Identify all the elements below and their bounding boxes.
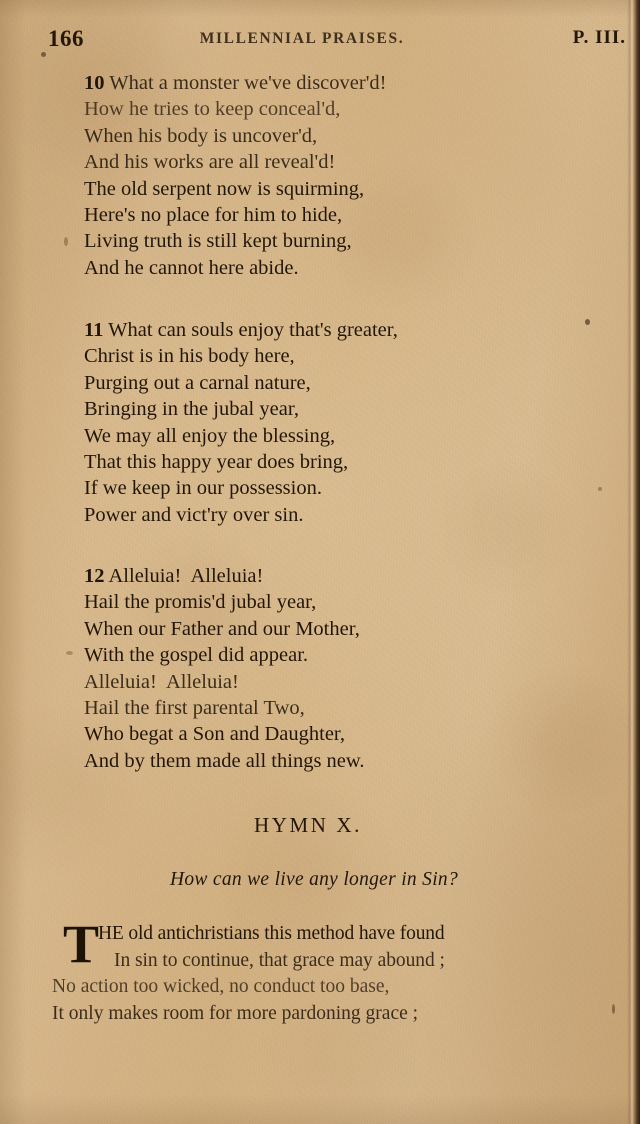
verse-line: Who begat a Son and Daughter,	[84, 723, 346, 746]
running-head	[0, 26, 640, 54]
verse-line: Christ is in his body here,	[84, 345, 295, 368]
verse-number: 10	[84, 72, 105, 94]
running-title: MILLENNIAL PRAISES.	[199, 30, 405, 47]
verse-line: Living truth is still kept burning,	[84, 230, 352, 253]
verse-11	[84, 317, 398, 528]
stanza-line: HE old antichristians this method have found	[98, 923, 445, 944]
verse-line: With the gospel did appear.	[84, 644, 309, 667]
verse-line: The old serpent now is squirming,	[84, 177, 365, 200]
verse-line: Power and vict'ry over sin.	[84, 503, 304, 526]
stanza-line: In sin to continue, that grace may abound ;	[114, 949, 445, 971]
verse-12	[84, 563, 365, 774]
hymn-subtitle: How can we live any longer in Sin?	[169, 869, 459, 890]
verse-line: Here's no place for him to hide,	[84, 204, 343, 227]
verse-line: If we keep in our possession.	[84, 477, 322, 500]
verse-line-text: What can souls enjoy that's greater,	[108, 319, 398, 341]
verse-line: And he cannot here abide.	[84, 256, 299, 279]
stanza-line: No action too wicked, no conduct too base,	[52, 976, 390, 997]
verse-line	[84, 70, 386, 96]
verse-line: Hail the first parental Two,	[84, 697, 305, 720]
verse-line-text: Alleluia! Alleluia!	[108, 565, 264, 587]
verse-line: When our Father and our Mother,	[84, 617, 360, 640]
verse-line: Purging out a carnal nature,	[84, 371, 311, 394]
hymn-title: HYMN X.	[253, 813, 363, 837]
verse-number: 12	[84, 565, 105, 587]
page-folio-number: 166	[48, 26, 84, 51]
verse-line: And by them made all things new.	[84, 749, 365, 772]
verse-line: Alleluia! Alleluia!	[84, 670, 239, 693]
verse-10	[84, 70, 386, 281]
verse-line	[84, 317, 398, 343]
stanza-line: It only makes room for more pardoning grace ;	[52, 1002, 419, 1024]
part-designation: P. III.	[572, 27, 626, 48]
verse-line: Bringing in the jubal year,	[84, 398, 299, 421]
drop-cap-letter: T	[63, 914, 100, 974]
verse-line: We may all enjoy the blessing,	[84, 424, 336, 447]
hymn-opening-stanza	[52, 914, 640, 1027]
verse-line	[84, 563, 365, 589]
verse-line: And his works are all reveal'd!	[84, 151, 336, 174]
verse-line: That this happy year does bring,	[84, 451, 349, 474]
verse-number: 11	[84, 319, 104, 341]
verse-line-text: What a monster we've discover'd!	[109, 72, 387, 94]
verse-line: How he tries to keep conceal'd,	[84, 98, 341, 121]
verse-line: Hail the promis'd jubal year,	[84, 591, 317, 614]
verse-line: When his body is uncover'd,	[84, 124, 318, 147]
